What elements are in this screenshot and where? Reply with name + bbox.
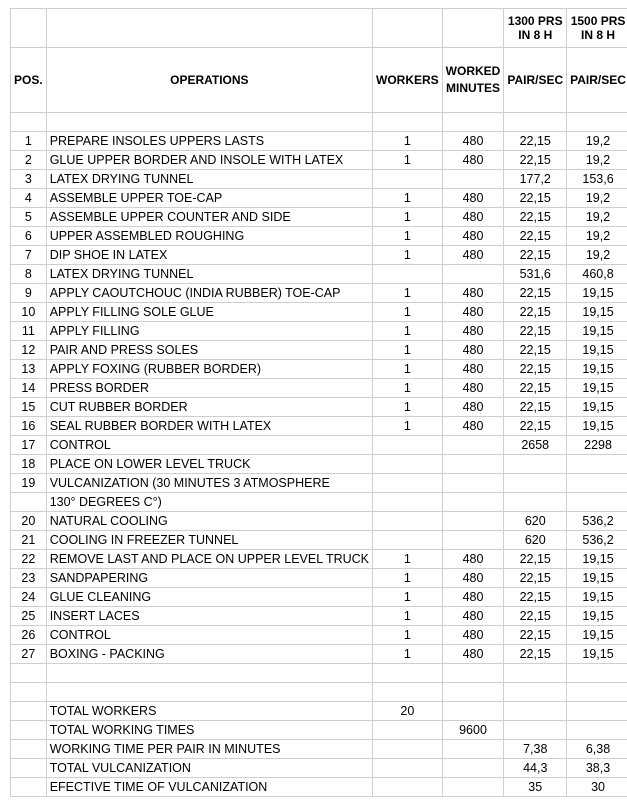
pair-sec-1300-cell: 531,6	[504, 265, 567, 284]
minutes-cell	[442, 474, 504, 493]
workers-cell: 1	[373, 303, 443, 322]
table-row	[11, 151, 627, 170]
rate-1300-line1: 1300 PRS	[507, 14, 563, 28]
table-row	[11, 512, 627, 531]
workers-cell: 1	[373, 645, 443, 664]
worked-minutes-line1: WORKED	[445, 64, 501, 78]
header-empty-cell	[11, 9, 47, 48]
operation-cell: NATURAL COOLING	[46, 512, 372, 531]
rate-1300-line2: IN 8 H	[518, 28, 553, 42]
blank-row	[11, 664, 627, 683]
pair-sec-1300-cell: 620	[504, 512, 567, 531]
blank-cell	[46, 683, 372, 702]
totals-pos-cell	[11, 702, 47, 721]
pair-sec-1300-cell: 22,15	[504, 227, 567, 246]
pair-sec-1300-cell: 2658	[504, 436, 567, 455]
totals-1500-cell: 38,3	[567, 759, 627, 778]
totals-1500-cell: 6,38	[567, 740, 627, 759]
pos-cell: 14	[11, 379, 47, 398]
minutes-cell: 480	[442, 341, 504, 360]
operation-cell: APPLY FOXING (RUBBER BORDER)	[46, 360, 372, 379]
pair-sec-1300-cell	[504, 455, 567, 474]
pos-cell: 22	[11, 550, 47, 569]
totals-1300-cell: 44,3	[504, 759, 567, 778]
pair-sec-1500-cell: 19,15	[567, 379, 627, 398]
operation-cell: 130° DEGREES C°)	[46, 493, 372, 512]
operation-cell: APPLY FILLING	[46, 322, 372, 341]
pair-sec-1300-cell: 177,2	[504, 170, 567, 189]
table-row	[11, 493, 627, 512]
operation-cell: APPLY FILLING SOLE GLUE	[46, 303, 372, 322]
header-columns-row	[11, 48, 627, 113]
blank-cell	[373, 683, 443, 702]
pair-sec-1300-cell: 22,15	[504, 322, 567, 341]
table-row	[11, 626, 627, 645]
pair-sec-1300-cell: 22,15	[504, 284, 567, 303]
pair-sec-1500-cell: 460,8	[567, 265, 627, 284]
pair-sec-1300-cell: 22,15	[504, 303, 567, 322]
operation-cell: UPPER ASSEMBLED ROUGHING	[46, 227, 372, 246]
pos-cell: 2	[11, 151, 47, 170]
operation-cell: GLUE CLEANING	[46, 588, 372, 607]
header-empty-cell	[46, 9, 372, 48]
table-row	[11, 455, 627, 474]
table-row	[11, 569, 627, 588]
pos-cell: 15	[11, 398, 47, 417]
workers-cell: 1	[373, 151, 443, 170]
pair-sec-1500-cell: 19,2	[567, 208, 627, 227]
blank-cell	[442, 664, 504, 683]
totals-row	[11, 702, 627, 721]
operations-table	[10, 8, 627, 797]
minutes-cell: 480	[442, 189, 504, 208]
operation-cell: PRESS BORDER	[46, 379, 372, 398]
pos-cell: 16	[11, 417, 47, 436]
pair-sec-1500-cell: 536,2	[567, 512, 627, 531]
workers-cell: 1	[373, 417, 443, 436]
totals-row	[11, 759, 627, 778]
rate-1500-header	[567, 9, 627, 48]
workers-cell	[373, 531, 443, 550]
table-row	[11, 360, 627, 379]
pos-cell: 4	[11, 189, 47, 208]
header-empty-cell	[373, 9, 443, 48]
pair-sec-1300-cell: 620	[504, 531, 567, 550]
table-row	[11, 322, 627, 341]
totals-workers-cell	[373, 778, 443, 797]
pos-cell: 25	[11, 607, 47, 626]
pair-sec-1300-cell: 22,15	[504, 341, 567, 360]
table-row	[11, 398, 627, 417]
pair-sec-1500-cell: 19,15	[567, 322, 627, 341]
pair-sec-1500-cell: 19,15	[567, 284, 627, 303]
workers-cell: 1	[373, 550, 443, 569]
table-row	[11, 189, 627, 208]
workers-cell: 1	[373, 607, 443, 626]
pos-header: POS.	[11, 48, 47, 113]
totals-1300-cell: 7,38	[504, 740, 567, 759]
totals-1300-cell: 35	[504, 778, 567, 797]
pair-sec-1300-cell: 22,15	[504, 607, 567, 626]
pos-cell: 23	[11, 569, 47, 588]
operation-cell: CUT RUBBER BORDER	[46, 398, 372, 417]
minutes-cell: 480	[442, 360, 504, 379]
blank-cell	[11, 683, 47, 702]
rate-1500-line1: 1500 PRS	[570, 14, 626, 28]
minutes-cell: 480	[442, 645, 504, 664]
pos-cell: 7	[11, 246, 47, 265]
pair-sec-1500-header: PAIR/SEC	[567, 48, 627, 113]
totals-1300-cell	[504, 721, 567, 740]
operation-cell: GLUE UPPER BORDER AND INSOLE WITH LATEX	[46, 151, 372, 170]
workers-cell: 1	[373, 569, 443, 588]
minutes-cell	[442, 531, 504, 550]
operation-cell: COOLING IN FREEZER TUNNEL	[46, 531, 372, 550]
table-row	[11, 227, 627, 246]
blank-cell	[11, 664, 47, 683]
minutes-cell	[442, 512, 504, 531]
pos-cell: 24	[11, 588, 47, 607]
operation-cell: ASSEMBLE UPPER COUNTER AND SIDE	[46, 208, 372, 227]
minutes-cell: 480	[442, 132, 504, 151]
totals-pos-cell	[11, 740, 47, 759]
pos-cell: 17	[11, 436, 47, 455]
pair-sec-1500-cell: 19,15	[567, 626, 627, 645]
minutes-cell: 480	[442, 550, 504, 569]
pos-cell: 26	[11, 626, 47, 645]
totals-1300-cell	[504, 702, 567, 721]
totals-workers-cell: 20	[373, 702, 443, 721]
pair-sec-1300-cell: 22,15	[504, 246, 567, 265]
table-row	[11, 588, 627, 607]
pos-cell: 10	[11, 303, 47, 322]
pair-sec-1500-cell: 19,2	[567, 189, 627, 208]
minutes-cell	[442, 265, 504, 284]
pair-sec-1500-cell: 19,15	[567, 607, 627, 626]
pair-sec-1500-cell	[567, 493, 627, 512]
totals-workers-cell	[373, 721, 443, 740]
totals-pos-cell	[11, 721, 47, 740]
workers-cell: 1	[373, 626, 443, 645]
operation-cell: VULCANIZATION (30 MINUTES 3 ATMOSPHERE	[46, 474, 372, 493]
blank-cell	[442, 683, 504, 702]
pair-sec-1500-cell: 19,2	[567, 227, 627, 246]
totals-row	[11, 778, 627, 797]
pair-sec-1500-cell: 19,15	[567, 550, 627, 569]
pos-cell: 27	[11, 645, 47, 664]
pair-sec-1500-cell: 19,15	[567, 398, 627, 417]
pos-cell: 11	[11, 322, 47, 341]
table-row	[11, 284, 627, 303]
pair-sec-1300-header: PAIR/SEC	[504, 48, 567, 113]
spacer-cell	[11, 113, 47, 132]
pair-sec-1300-cell: 22,15	[504, 360, 567, 379]
pair-sec-1300-cell: 22,15	[504, 569, 567, 588]
worked-minutes-header	[442, 48, 504, 113]
table-row	[11, 379, 627, 398]
minutes-cell: 480	[442, 227, 504, 246]
blank-cell	[567, 664, 627, 683]
workers-cell: 1	[373, 341, 443, 360]
minutes-cell	[442, 170, 504, 189]
pair-sec-1500-cell: 536,2	[567, 531, 627, 550]
workers-cell	[373, 455, 443, 474]
totals-1500-cell	[567, 702, 627, 721]
pos-cell: 5	[11, 208, 47, 227]
blank-cell	[504, 683, 567, 702]
spacer-cell	[504, 113, 567, 132]
pair-sec-1300-cell: 22,15	[504, 208, 567, 227]
spacer-cell	[567, 113, 627, 132]
spacer-cell	[373, 113, 443, 132]
workers-cell: 1	[373, 398, 443, 417]
totals-minutes-cell	[442, 759, 504, 778]
totals-row	[11, 721, 627, 740]
pos-cell: 3	[11, 170, 47, 189]
pos-cell: 13	[11, 360, 47, 379]
table-row	[11, 246, 627, 265]
table-row	[11, 436, 627, 455]
pair-sec-1500-cell	[567, 474, 627, 493]
workers-cell: 1	[373, 246, 443, 265]
operation-cell: INSERT LACES	[46, 607, 372, 626]
minutes-cell: 480	[442, 246, 504, 265]
pair-sec-1300-cell: 22,15	[504, 379, 567, 398]
pair-sec-1500-cell: 19,15	[567, 341, 627, 360]
workers-cell	[373, 436, 443, 455]
table-row	[11, 645, 627, 664]
totals-row	[11, 740, 627, 759]
totals-pos-cell	[11, 759, 47, 778]
pair-sec-1300-cell: 22,15	[504, 132, 567, 151]
workers-cell	[373, 493, 443, 512]
operation-cell: SANDPAPERING	[46, 569, 372, 588]
pos-cell: 9	[11, 284, 47, 303]
totals-label-cell: EFECTIVE TIME OF VULCANIZATION	[46, 778, 372, 797]
totals-1500-cell: 30	[567, 778, 627, 797]
pair-sec-1500-cell: 19,15	[567, 569, 627, 588]
workers-cell: 1	[373, 208, 443, 227]
pos-cell: 18	[11, 455, 47, 474]
worked-minutes-line2: MINUTES	[446, 81, 500, 95]
table-row	[11, 303, 627, 322]
pair-sec-1300-cell: 22,15	[504, 151, 567, 170]
totals-label-cell: TOTAL WORKERS	[46, 702, 372, 721]
pair-sec-1300-cell: 22,15	[504, 645, 567, 664]
totals-minutes-cell	[442, 702, 504, 721]
operation-cell: BOXING - PACKING	[46, 645, 372, 664]
blank-cell	[373, 664, 443, 683]
pair-sec-1500-cell: 19,2	[567, 151, 627, 170]
table-row	[11, 417, 627, 436]
table-row	[11, 170, 627, 189]
pair-sec-1300-cell: 22,15	[504, 398, 567, 417]
pos-cell: 1	[11, 132, 47, 151]
totals-minutes-cell	[442, 778, 504, 797]
pair-sec-1500-cell: 19,15	[567, 303, 627, 322]
blank-cell	[504, 664, 567, 683]
blank-cell	[567, 683, 627, 702]
operation-cell: ASSEMBLE UPPER TOE-CAP	[46, 189, 372, 208]
totals-workers-cell	[373, 759, 443, 778]
minutes-cell: 480	[442, 398, 504, 417]
spacer-cell	[46, 113, 372, 132]
operation-cell: DIP SHOE IN LATEX	[46, 246, 372, 265]
pair-sec-1300-cell: 22,15	[504, 626, 567, 645]
workers-cell	[373, 170, 443, 189]
workers-cell: 1	[373, 189, 443, 208]
pos-cell: 12	[11, 341, 47, 360]
pair-sec-1500-cell: 19,2	[567, 132, 627, 151]
pair-sec-1300-cell: 22,15	[504, 417, 567, 436]
minutes-cell: 480	[442, 322, 504, 341]
pair-sec-1500-cell: 19,15	[567, 645, 627, 664]
minutes-cell	[442, 493, 504, 512]
operations-header: OPERATIONS	[46, 48, 372, 113]
pos-cell	[11, 493, 47, 512]
minutes-cell: 480	[442, 607, 504, 626]
minutes-cell: 480	[442, 151, 504, 170]
operation-cell: PLACE ON LOWER LEVEL TRUCK	[46, 455, 372, 474]
operation-cell: LATEX DRYING TUNNEL	[46, 170, 372, 189]
operation-cell: PAIR AND PRESS SOLES	[46, 341, 372, 360]
spacer-row	[11, 113, 627, 132]
operation-cell: PREPARE INSOLES UPPERS LASTS	[46, 132, 372, 151]
pair-sec-1500-cell: 19,2	[567, 246, 627, 265]
operation-cell: APPLY CAOUTCHOUC (INDIA RUBBER) TOE-CAP	[46, 284, 372, 303]
workers-cell: 1	[373, 322, 443, 341]
totals-workers-cell	[373, 740, 443, 759]
minutes-cell	[442, 455, 504, 474]
header-rates-row	[11, 9, 627, 48]
minutes-cell: 480	[442, 379, 504, 398]
minutes-cell: 480	[442, 208, 504, 227]
pair-sec-1300-cell	[504, 474, 567, 493]
pos-cell: 21	[11, 531, 47, 550]
totals-pos-cell	[11, 778, 47, 797]
workers-cell	[373, 512, 443, 531]
pair-sec-1500-cell	[567, 455, 627, 474]
workers-header: WORKERS	[373, 48, 443, 113]
table-row	[11, 132, 627, 151]
workers-cell: 1	[373, 284, 443, 303]
totals-label-cell: TOTAL VULCANIZATION	[46, 759, 372, 778]
operation-cell: SEAL RUBBER BORDER WITH LATEX	[46, 417, 372, 436]
operation-cell: CONTROL	[46, 436, 372, 455]
totals-minutes-cell	[442, 740, 504, 759]
pair-sec-1300-cell: 22,15	[504, 588, 567, 607]
header-empty-cell	[442, 9, 504, 48]
minutes-cell: 480	[442, 417, 504, 436]
workers-cell	[373, 474, 443, 493]
workers-cell: 1	[373, 227, 443, 246]
rate-1300-header	[504, 9, 567, 48]
minutes-cell: 480	[442, 303, 504, 322]
table-row	[11, 550, 627, 569]
rate-1500-line2: IN 8 H	[581, 28, 616, 42]
workers-cell: 1	[373, 379, 443, 398]
pair-sec-1300-cell: 22,15	[504, 189, 567, 208]
pair-sec-1300-cell: 22,15	[504, 550, 567, 569]
pos-cell: 6	[11, 227, 47, 246]
operation-cell: LATEX DRYING TUNNEL	[46, 265, 372, 284]
pair-sec-1500-cell: 2298	[567, 436, 627, 455]
totals-minutes-cell: 9600	[442, 721, 504, 740]
table-row	[11, 531, 627, 550]
minutes-cell: 480	[442, 626, 504, 645]
totals-label-cell: WORKING TIME PER PAIR IN MINUTES	[46, 740, 372, 759]
pos-cell: 8	[11, 265, 47, 284]
pos-cell: 20	[11, 512, 47, 531]
table-row	[11, 265, 627, 284]
operation-cell: REMOVE LAST AND PLACE ON UPPER LEVEL TRUCK	[46, 550, 372, 569]
minutes-cell	[442, 436, 504, 455]
blank-row	[11, 683, 627, 702]
workers-cell: 1	[373, 132, 443, 151]
workers-cell: 1	[373, 360, 443, 379]
workers-cell: 1	[373, 588, 443, 607]
pair-sec-1500-cell: 19,15	[567, 360, 627, 379]
table-row	[11, 607, 627, 626]
minutes-cell: 480	[442, 588, 504, 607]
table-row	[11, 341, 627, 360]
totals-label-cell: TOTAL WORKING TIMES	[46, 721, 372, 740]
minutes-cell: 480	[442, 284, 504, 303]
pair-sec-1300-cell	[504, 493, 567, 512]
table-row	[11, 208, 627, 227]
pos-cell: 19	[11, 474, 47, 493]
operation-cell: CONTROL	[46, 626, 372, 645]
pair-sec-1500-cell: 153,6	[567, 170, 627, 189]
blank-cell	[46, 664, 372, 683]
pair-sec-1500-cell: 19,15	[567, 588, 627, 607]
workers-cell	[373, 265, 443, 284]
totals-1500-cell	[567, 721, 627, 740]
table-row	[11, 474, 627, 493]
pair-sec-1500-cell: 19,15	[567, 417, 627, 436]
spacer-cell	[442, 113, 504, 132]
minutes-cell: 480	[442, 569, 504, 588]
